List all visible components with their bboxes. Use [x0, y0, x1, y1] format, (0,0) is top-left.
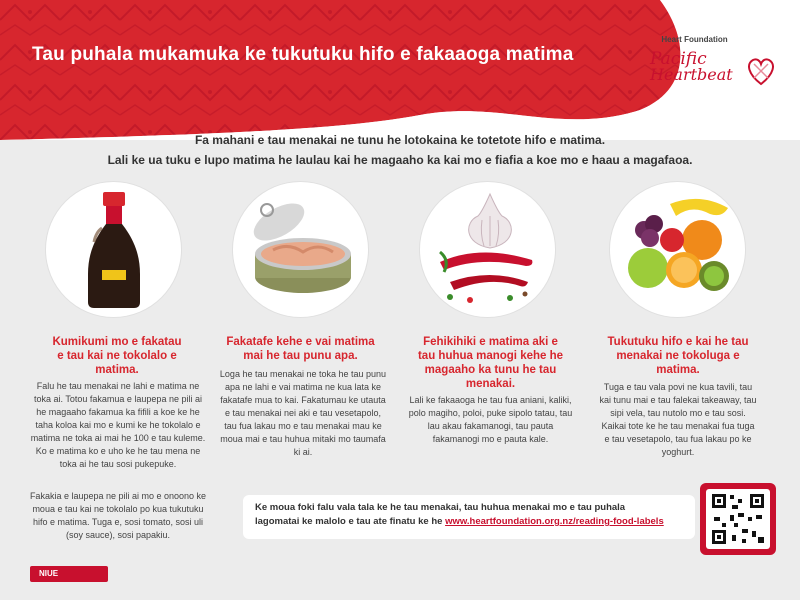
column-1-body: Falu he tau menakai ne lahi e matima ne toka ai. Totou fakamua e laupepa ne pili ai he magaaho fakamua ka fifili a koe ke he taha koloa kai mo e kumi ke he tokolalo e matima ne toka ai mai he 100 e tau kuleme. Ko e matima ko e uho ke he tau mena ne toka ai he tau sosi pukepuke. [30, 381, 206, 469]
column-1-body-2: Fakakia e laupepa ne pili ai mo e onoono ke moua e tau kai ne tokolalo po kua tukutuku hifo e matima. Tuga e, sosi tomato, sosi uli (soy sauce), sosi papakiu. [29, 491, 207, 540]
column-4-heading: Tukutuku hifo e kai he tau menakai ne tokoluga e matima. [607, 336, 749, 376]
logo-line-heartbeat: Heartbeat [650, 65, 733, 84]
more-info-box [243, 495, 695, 539]
page-title: Tau puhala mukamuka ke tukutuku hifo e fakaaoga matima [32, 44, 574, 65]
intro-text [0, 130, 800, 170]
heart-swirl-icon [744, 54, 778, 88]
fruit-bowl-icon [610, 182, 745, 317]
qr-code-frame [700, 483, 776, 555]
intro-line-2: Lali ke ua tuku e lupo matima he laulau kai he magaaho ka kai mo e fiafia a koe mo e haau a magafaoa. [107, 153, 693, 167]
column-4-body: Tuga e tau vala povi ne kua tavili, tau kai tunu mai e tau falekai takeaway, tau sipi vela, tau nutolo mo e tau sosi. Kaikai tote ke he tau menakai fua tuga e tau vesetapolo, tau fua lakau po ke yoghurt. [599, 382, 757, 457]
open-tin-can-icon [233, 182, 368, 317]
column-3-body: Lali ke fakaaoga he tau fua aniani, kaliki, polo magiho, poloi, puke sipolo tatau, tau lau akau fakamanogi, tau pauta fakamanogi mo e pauta kale. [408, 395, 573, 444]
garlic-chilli-image [420, 182, 555, 317]
fruit-image [610, 182, 745, 317]
garlic-chilli-icon [420, 182, 555, 317]
heart-icon: ❤ [650, 34, 659, 45]
column-3-heading: Fehikihiki e matima aki e tau huhua manogi kehe he magaaho ka tunu he tau menakai. [417, 336, 564, 390]
column-2-body: Loga he tau menakai ne toka he tau punu apa ne lahi e vai matima ne kua lata ke fakatafe mua to kai. Fakatumau ke utauta e tau menakai nei aki e tau vesetapolo, tau fua lakau mo e tau menakai mau ke moua mai e tau huhua mitaki mo taumafa ki ai. [219, 369, 387, 457]
heart-foundation-link[interactable]: www.heartfoundation.org.nz/reading-food-labels [445, 516, 664, 527]
column-2-heading: Fakatafe kehe e vai matima mai he tau punu apa. [226, 336, 375, 362]
intro-line-1: Fa mahani e tau menakai ne tunu he lotokaina ke totetote hifo e matima. [194, 133, 606, 147]
qr-code-icon[interactable] [706, 489, 770, 549]
more-info-line-2: lagomatai ke malolo e tau ate finatu ke he [255, 516, 443, 527]
more-info-line-1: Ke moua foki falu vala tala ke he tau menakai, tau huhua menakai mo e tau puhala [255, 502, 626, 513]
soy-sauce-image [46, 182, 181, 317]
heart-foundation-logo [650, 34, 780, 104]
soy-sauce-bottle-icon [46, 182, 181, 317]
language-tag: NIUE [30, 566, 108, 582]
tin-can-image [233, 182, 368, 317]
logo-line-pacific: Pacific [650, 49, 707, 69]
column-1-heading: Kumikumi mo e fakatau e tau kai ne tokolalo e matima. [52, 336, 182, 376]
logo-org-name: Heart Foundation [661, 35, 728, 44]
